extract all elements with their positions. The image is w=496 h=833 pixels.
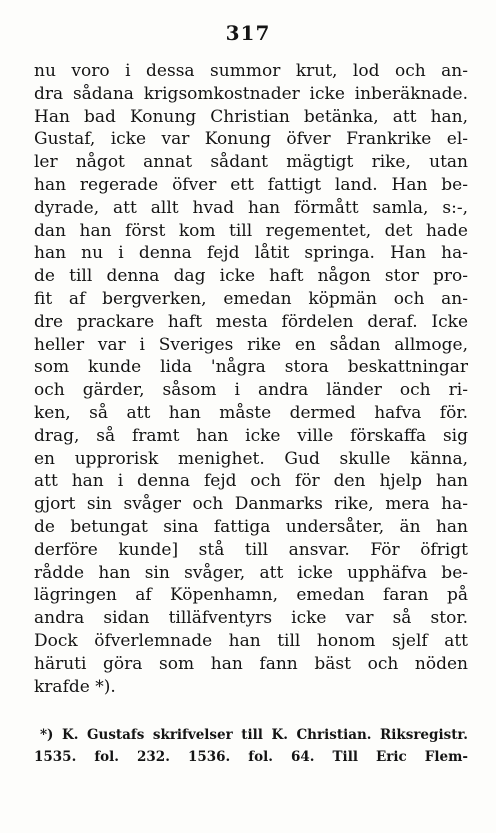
page-number: 317 [225,21,271,45]
text-line: dra sådana krigsomkostnader icke inberäknade. [34,83,468,104]
text-line: han nu i denna fejd låtit springa. Han ha- [34,243,468,264]
text-line: krafde *). [34,676,116,697]
text-line: en upprorisk menighet. Gud skulle känna, [34,448,468,469]
text-line: som kunde lida 'några stora beskattningar [34,357,468,378]
text-line: ler något annat sådant mägtigt rike, utan [34,152,468,173]
text-line: andra sidan tilläfventyrs icke var så stor. [34,608,468,629]
footnote-line: *) K. Gustafs skrifvelser till K. Christian. Riksregistr. [40,727,468,743]
text-line: och gärder, såsom i andra länder och ri- [34,380,468,401]
text-line: häruti göra som han fann bäst och nöden [34,653,468,674]
text-line: Han bad Konung Christian betänka, att han, [34,106,468,127]
text-line: ken, så att han måste dermed hafva för. [34,402,468,423]
text-line: heller var i Sveriges rike en sådan allmoge, [34,334,468,355]
text-line: de till denna dag icke haft någon stor pro- [34,266,468,287]
text-line: Gustaf, icke var Konung öfver Frankrike el- [34,129,468,150]
text-line: gjort sin svåger och Danmarks rike, mera ha- [34,494,468,515]
text-line: nu voro i dessa summor krut, lod och an- [34,61,468,81]
text-line: fit af bergverken, emedan köpmän och an- [34,288,468,309]
text-line: lägringen af Köpenhamn, emedan faran på [34,585,468,606]
text-line: derföre kunde] stå till ansvar. För öfrigt [34,539,468,560]
text-line: dan han först kom till regementet, det hade [34,220,468,241]
text-line: att han i denna fejd och för den hjelp han [34,471,468,492]
text-line: han regerade öfver ett fattigt land. Han be- [34,174,468,195]
text-line: drag, så framt han icke ville förskaffa sig [34,425,468,446]
body-text [34,60,468,698]
text-line: de betungat sina fattiga undersåter, än han [34,516,468,537]
text-line: Dock öfverlemnade han till honom sjelf att [34,630,468,651]
text-line: dyrade, att allt hvad han förmått samla, s:-, [34,197,468,218]
text-line: rådde han sin svåger, att icke upphäfva be- [34,562,468,583]
footnote-line: 1535. fol. 232. 1536. fol. 64. Till Eric Flem- [34,749,468,765]
text-line: dre prackare haft mesta fördelen deraf. Icke [34,311,468,332]
footnote [34,724,468,768]
